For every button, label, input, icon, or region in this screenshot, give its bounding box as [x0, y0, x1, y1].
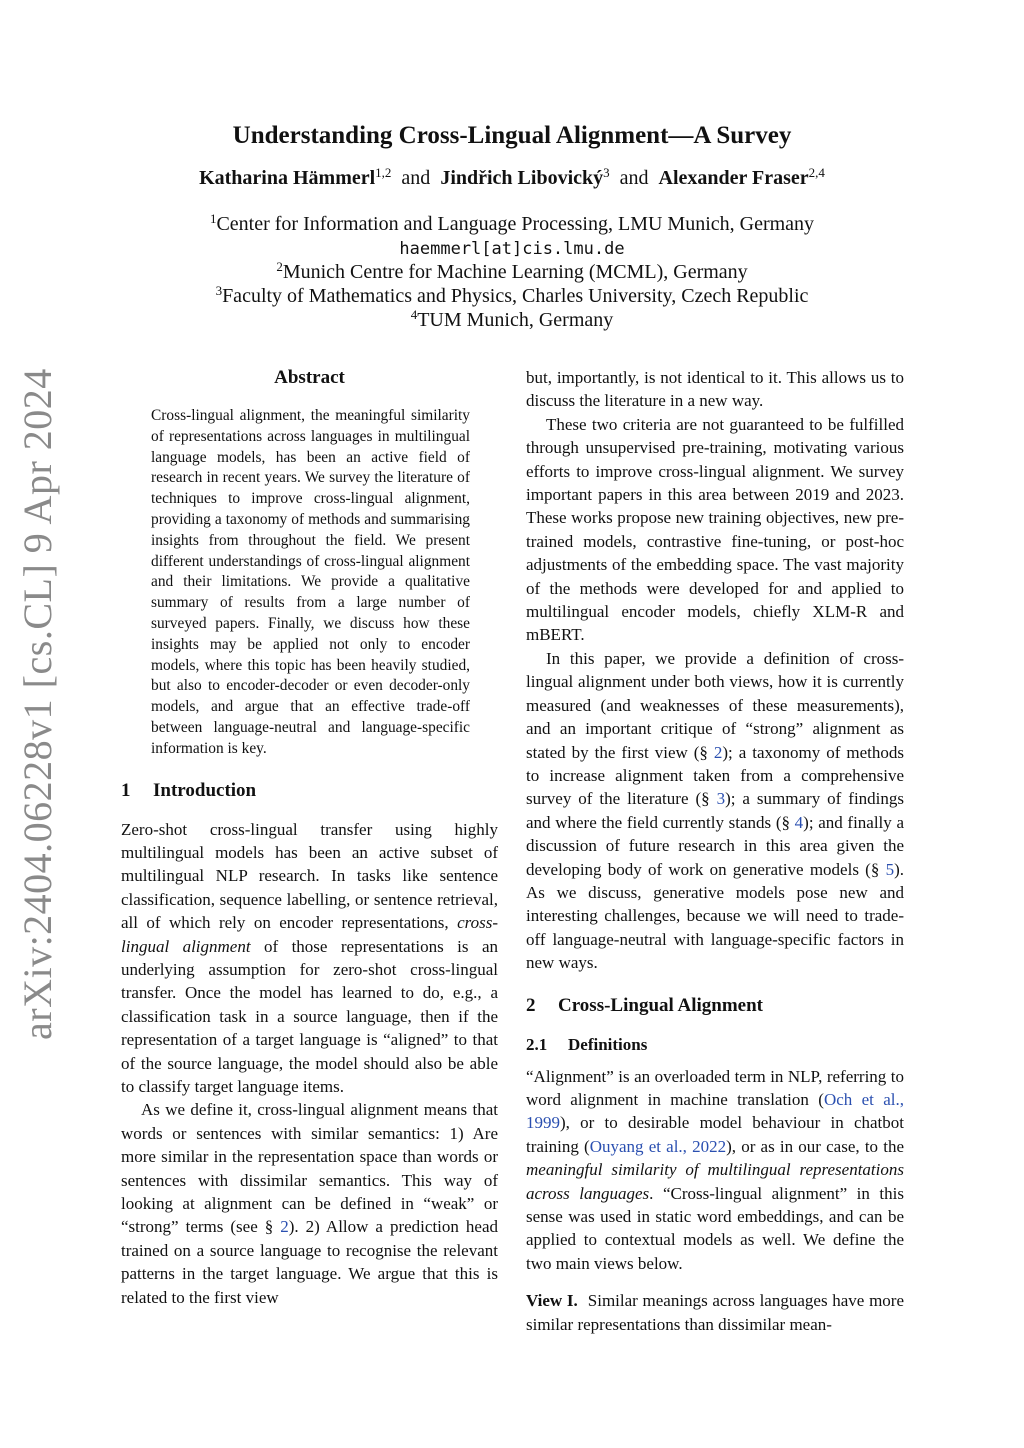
section-number: 1: [121, 779, 131, 801]
affiliation: [0, 284, 1024, 308]
section-heading-introduction: [121, 778, 498, 804]
intro-paragraph-1: [121, 818, 498, 1099]
affiliation-text: Center for Information and Language Processing, LMU Munich, Germany: [216, 213, 815, 235]
section-ref-link[interactable]: 3: [716, 789, 726, 809]
affiliation-text: TUM Munich, Germany: [417, 309, 614, 331]
text-run: ), or to desirable model behaviour in chatbot training (: [526, 1113, 904, 1156]
affiliation-text: Munich Centre for Machine Learning (MCML), Germany: [282, 261, 748, 283]
text-run: Similar meanings across languages have more similar representations than dissimilar mean-: [526, 1291, 904, 1334]
right-paragraph-2: [526, 647, 904, 975]
text-run: ); a summary of findings and where the field currently stands (§: [526, 789, 905, 832]
author-separator: and: [619, 167, 649, 189]
affiliation-text: Faculty of Mathematics and Physics, Charles University, Czech Republic: [222, 285, 809, 307]
author-name: Jindřich Libovický: [440, 167, 604, 189]
text-run: ). 2) Allow a prediction head trained on a source language to recognise the relevant patterns in the target language. We argue that this is related to the first view: [121, 1217, 498, 1307]
section-ref-link[interactable]: 2: [280, 1217, 289, 1237]
intro-paragraph-2: [121, 1098, 498, 1309]
author-line: [0, 163, 1024, 193]
email-text: haemmerl[at]cis.lmu.de: [399, 239, 625, 259]
section-ref-link[interactable]: 2: [713, 742, 723, 762]
author-affil-mark: 1,2: [375, 165, 392, 180]
author-affil-mark: 2,4: [808, 165, 825, 180]
citation-link[interactable]: Och et al., 1999: [526, 1089, 905, 1133]
right-column: [526, 366, 904, 1336]
paper-title: Understanding Cross-Lingual Alignment—A Survey: [232, 122, 792, 149]
subsection-number: 2.1: [526, 1034, 548, 1054]
section-number: 2: [526, 994, 536, 1016]
abstract-heading: Abstract: [274, 367, 345, 388]
text-run: of those representations is an underlying assumption for zero-shot cross-lingual transfer. Once the model has learned to do, e.g., a classification task in a source language, then if the representation of a target language is “aligned” to that of the source language, the model should also be able to classify target language items.: [121, 936, 498, 1097]
affiliation-mark: 4: [410, 307, 418, 322]
section-title: Introduction: [153, 779, 257, 801]
text-run: As we define it, cross-lingual alignment means that words or sentences with similar semantics: 1) Are more similar in the representation space than words or sentences with dissimilar semantics. This way of looking at alignment can be defined in “weak” or “strong” terms (see §: [121, 1100, 498, 1237]
text-run: “Alignment” is an overloaded term in NLP, referring to word alignment in machine translation (: [526, 1066, 904, 1109]
text-run: ), or as in our case, to the: [726, 1136, 904, 1156]
view-heading: View I.: [526, 1291, 578, 1311]
right-paragraph-1: These two criteria are not guaranteed to be fulfilled through unsupervised pre-training, motivating various efforts to improve cross-lingual alignment. We survey important papers in this area between 2019 and 2023. These works propose new training objectives, new pre-trained models, contrastive fine-tuning, or post-hoc adjustments of the embedding space. The vast majority of the methods were developed for and applied to multilingual encoder models, chiefly XLM-R and mBERT.: [526, 414, 904, 645]
text-run: ). As we discuss, generative models pose new and interesting challenges, because we will need to trade-off language-neutral with language-specific factors in new ways.: [526, 859, 904, 973]
arxiv-identifier: arXiv:2404.06228v1 [cs.CL] 9 Apr 2024: [15, 368, 60, 1040]
definitions-paragraph: [526, 1065, 904, 1276]
section-heading-cross-lingual-alignment: [526, 993, 904, 1019]
section-title: Cross-Lingual Alignment: [558, 994, 763, 1016]
citation-link[interactable]: Ouyang et al., 2022: [589, 1136, 727, 1156]
affiliation-mark: 2: [276, 259, 283, 274]
author-separator: and: [401, 167, 431, 189]
affiliation: [0, 212, 1024, 236]
affiliation-mark: 1: [209, 211, 217, 226]
abstract-text: Cross-lingual alignment, the meaningful similarity of representations across languages in multilingual language models, has been an active field of research in recent years. We survey the literature of techniques to improve cross-lingual alignment, providing a taxonomy of methods and summarising insights from throughout the field. We present different understandings of cross-lingual alignment and their limitations. We provide a qualitative summary of results from a large number of surveyed papers. Finally, we discuss how these insights may be applied not only to encoder models, where this topic has been heavily studied, but also to encoder-decoder or even decoder-only models, and argue that an effective trade-off between language-neutral and language-specific information is key.: [151, 407, 470, 757]
affiliation-mark: 3: [215, 283, 223, 298]
emphasis: cross-lingual alignment: [121, 913, 498, 956]
text-run: . “Cross-lingual alignment” in this sense was used in static word embeddings, and can be applied to contextual models as well. We define the two main views below.: [526, 1183, 904, 1273]
affiliation: [0, 308, 1024, 332]
text-run: ); and finally a discussion of future research in this area given the developing body of work on generative models (§: [526, 812, 904, 879]
section-ref-link[interactable]: 4: [794, 812, 804, 832]
text-run: ); a taxonomy of methods to increase alignment taken from a comprehensive survey of the literature (§: [526, 742, 904, 809]
text-run: Zero-shot cross-lingual transfer using highly multilingual models has been an active subset of multilingual NLP research. In tasks like sentence classification, sequence labelling, or sentence retrieval, all of which rely on encoder representations,: [121, 819, 498, 933]
right-paragraph-0: but, importantly, is not identical to it. This allows us to discuss the literature in a new way.: [526, 368, 904, 411]
subsection-heading-definitions: [526, 1033, 904, 1057]
section-ref-link[interactable]: 5: [885, 859, 895, 879]
affiliation: [0, 260, 1024, 284]
emphasis: meaningful similarity of multilingual representations across languages: [526, 1160, 904, 1203]
author-affil-mark: 3: [603, 165, 610, 180]
contact-email: [0, 236, 1024, 260]
affiliations: [0, 212, 1024, 332]
view-one-paragraph: [526, 1289, 904, 1336]
subsection-title: Definitions: [568, 1034, 648, 1054]
author-name: Alexander Fraser: [658, 167, 809, 189]
left-column: [121, 366, 498, 1309]
text-run: In this paper, we provide a definition of cross-lingual alignment under both views, how it is currently measured (and weaknesses of these measurements), and an important critique of “strong” alignment as stated by the first view (§: [526, 648, 904, 762]
author-name: Katharina Hämmerl: [199, 167, 376, 189]
